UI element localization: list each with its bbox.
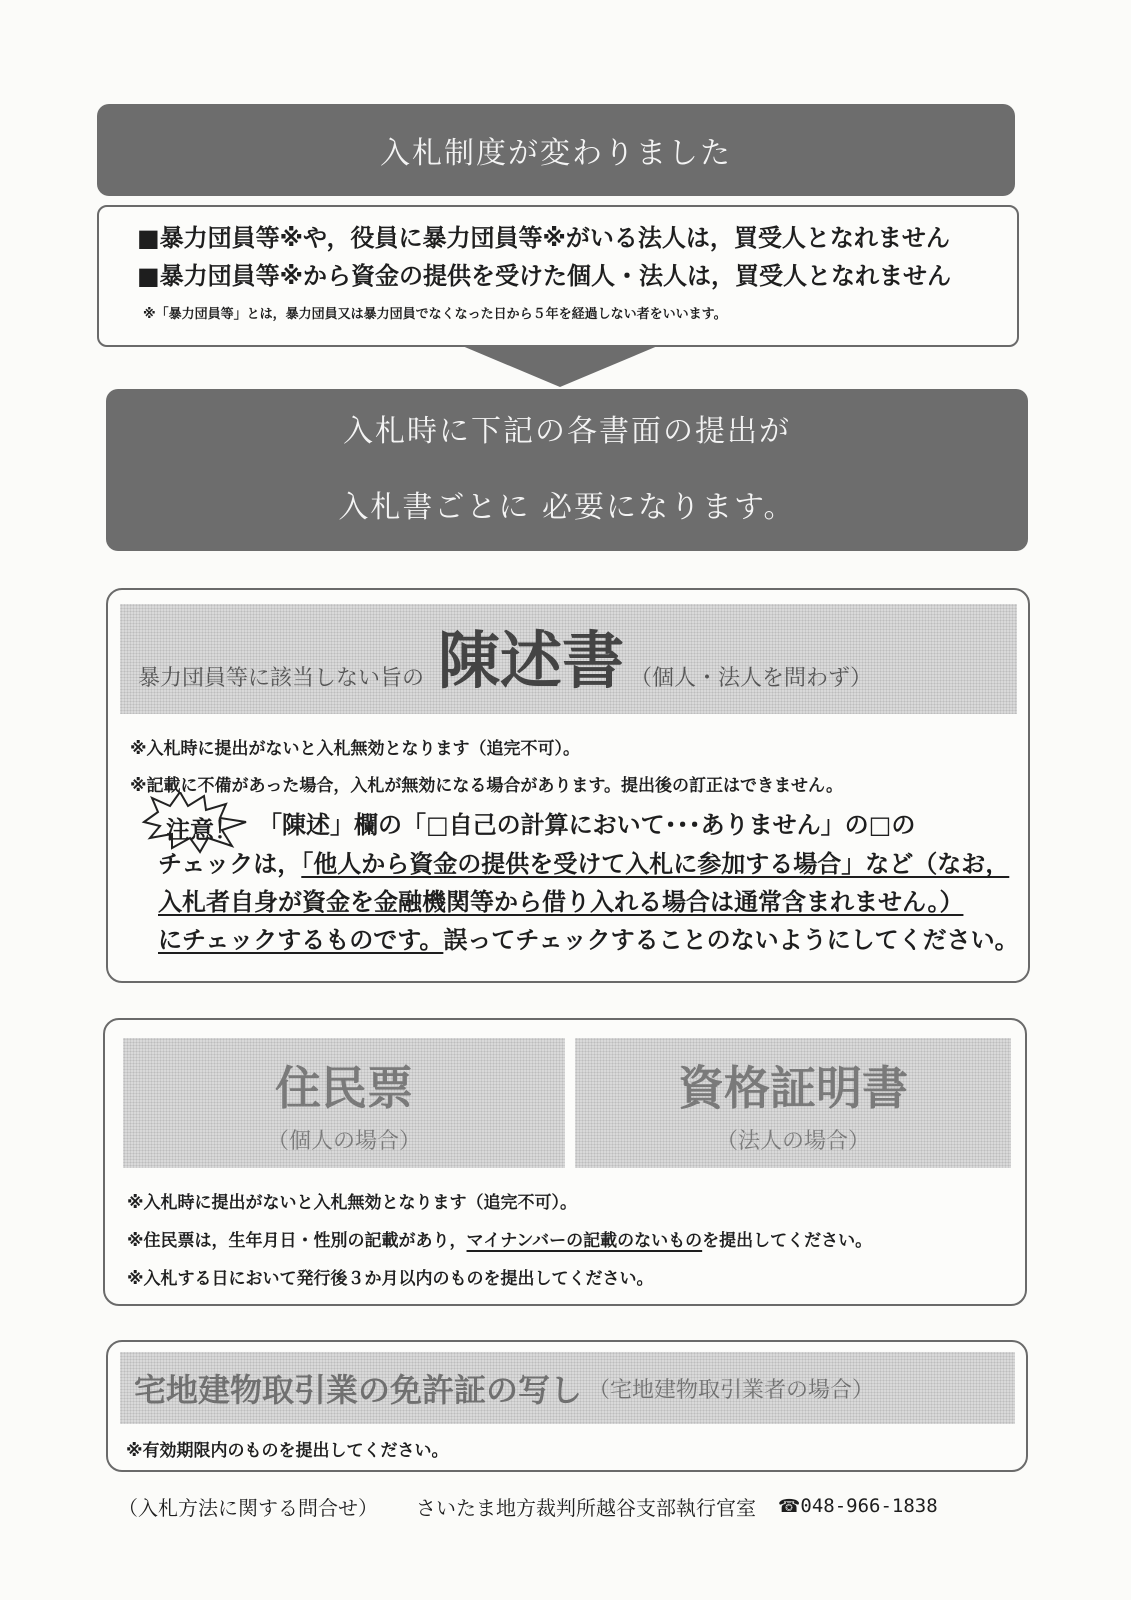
license-suffix: （宅地建物取引業者の場合） [588,1377,875,1403]
resident-card-sub: （個人の場合） [266,1128,421,1154]
documents-note-2 [127,1226,872,1251]
statement-suffix: （個人・法人を問わず） [630,666,873,691]
documents-box [103,1018,1027,1306]
qualification-panel [575,1038,1011,1168]
caution-line-2 [158,845,1009,883]
documents-note-2c: を提出してください。 [702,1231,873,1251]
statement-title: 陳述書 [438,624,625,697]
contact-label: （入札方法に関する問合せ） [118,1495,378,1520]
statement-note-1: ※入札時に提出がないと入札無効となります（追完不可）。 [130,739,581,759]
license-box [106,1340,1028,1472]
statement-box [106,588,1030,983]
caution-text-2a: チェックは， [158,850,302,878]
caution-label: 注意！ [166,816,238,844]
rules-box [97,205,1019,347]
caution-text-1: 「陳述」欄の「□自己の計算において･･･ありません」の□の [258,811,916,839]
resident-card-panel [123,1038,565,1168]
statement-header [120,604,1017,714]
license-title: 宅地建物取引業の免許証の写し [134,1371,583,1409]
statement-prefix: 暴力団員等に該当しない旨の [138,666,425,691]
contact-phone: 048-966-1838 [800,1495,938,1517]
rule-line-2: ■暴力団員等※から資金の提供を受けた個人・法人は，買受人となれません [137,262,952,290]
rule-line-1: ■暴力団員等※や，役員に暴力団員等※がいる法人は，買受人となれません [137,224,950,252]
caution-line-1 [258,806,915,844]
statement-note-2: ※記載に不備があった場合，入札が無効になる場合があります。提出後の訂正はできません。 [130,776,844,796]
rule-footnote: ※「暴力団員等」とは，暴力団員又は暴力団員でなくなった日から５年を経過しない者をいいます。 [143,307,727,322]
documents-note-2b: マイナンバーの記載のないもの [466,1231,703,1251]
contact-office: さいたま地方裁判所越谷支部執行官室 [416,1495,756,1520]
qualification-title: 資格証明書 [678,1060,908,1115]
documents-note-2a: ※住民票は，生年月日・性別の記載があり， [127,1231,467,1251]
caution-line-4 [158,921,1019,959]
caution-text-2b: 「他人から資金の提供を受けて入札に参加する場合」など（なお， [301,850,1010,878]
caution-text-3: 入札者自身が資金を金融機関等から借り入れる場合は通常含まれません。） [158,888,964,916]
license-header [120,1352,1015,1424]
phone-icon: ☎ [778,1495,801,1517]
resident-card-title: 住民票 [275,1060,413,1115]
caution-text-4a: にチェックするものです。 [158,926,444,954]
requirement-line-1: 入札時に下記の各書面の提出が [343,414,791,449]
caution-text-4b: 誤ってチェックすることのないようにしてください。 [443,926,1019,954]
down-arrow-icon [460,345,660,387]
requirement-banner [106,389,1028,551]
title-banner [97,104,1015,196]
contact-footer [118,1488,998,1524]
caution-line-3 [158,883,963,921]
license-note: ※有効期限内のものを提出してください。 [126,1441,449,1461]
qualification-sub: （法人の場合） [715,1128,870,1154]
title-banner-text: 入札制度が変わりました [380,136,732,171]
requirement-line-2: 入札書ごとに 必要になります。 [338,490,796,525]
documents-note-3: ※入札する日において発行後３か月以内のものを提出してください。 [127,1269,654,1289]
documents-note-1: ※入札時に提出がないと入札無効となります（追完不可）。 [127,1193,578,1213]
